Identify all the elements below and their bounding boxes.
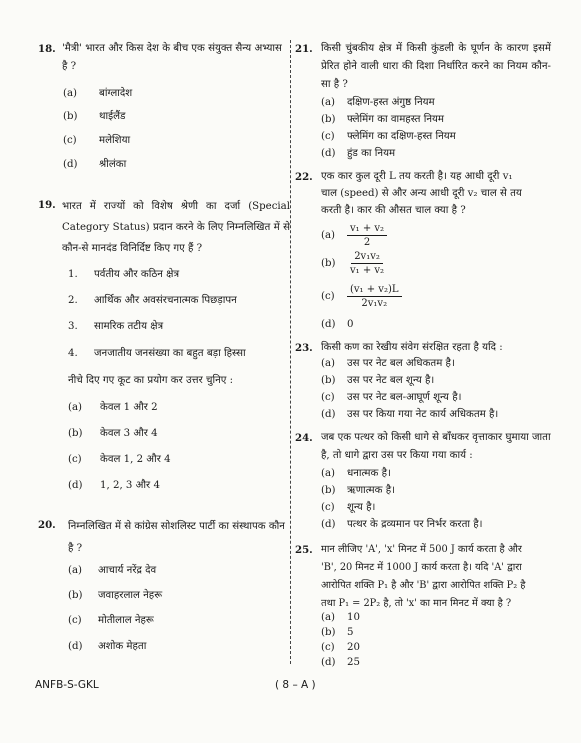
question-number: 19.	[38, 199, 56, 211]
option-text: श्रीलंका	[99, 159, 127, 170]
question-number: 23.	[295, 342, 313, 354]
statement-label: 2.	[68, 295, 78, 306]
option-label: (d)	[321, 148, 336, 159]
denominator: v₁ + v₂	[350, 265, 385, 276]
option-text: उस पर किया गया नेट कार्य अधिकतम है।	[347, 409, 499, 420]
option-label: (c)	[321, 131, 335, 142]
option-text: पत्थर के द्रव्यमान पर निर्भर करता है।	[347, 519, 483, 530]
option-label: (b)	[321, 114, 336, 125]
numerator: v₁ + v₂	[347, 222, 387, 236]
option-label: (b)	[321, 627, 336, 638]
option-text: दक्षिण-हस्त अंगुष्ठ नियम	[347, 97, 435, 108]
option-label: (d)	[63, 159, 78, 170]
option-label: (c)	[68, 454, 82, 465]
option-text: थाईलैंड	[99, 111, 126, 122]
question-text-line-3: आरोपित शक्ति P₁ है और 'B' द्वारा आरोपित शक्ति P₂ है	[321, 580, 526, 591]
question-number: 22.	[295, 171, 313, 183]
option-label: (c)	[321, 392, 335, 403]
option-label: (a)	[68, 565, 83, 576]
option-text: 10	[347, 612, 360, 623]
option-label: (c)	[321, 502, 335, 513]
option-label: (d)	[321, 319, 336, 330]
option-text: 20	[347, 642, 360, 653]
option-label: (a)	[321, 230, 336, 241]
option-text: अशोक मेहता	[98, 641, 147, 652]
question-number: 24.	[295, 432, 313, 444]
option-label: (b)	[68, 428, 83, 439]
statement-label: 4.	[68, 348, 78, 359]
option-label: (d)	[321, 657, 336, 668]
option-label: (a)	[63, 88, 78, 99]
question-text-line-4: तथा P₁ = 2P₂ है, तो 'x' का मान मिनट में क्या है ?	[321, 598, 512, 609]
statement-text: आर्थिक और अवसंरचनात्मक पिछड़ापन	[94, 295, 237, 306]
question-number: 21.	[295, 43, 313, 55]
option-label: (b)	[63, 111, 78, 122]
option-label: (d)	[68, 480, 83, 491]
numerator: (v₁ + v₂)L	[347, 283, 402, 297]
statement-text: पर्वतीय और कठिन क्षेत्र	[94, 269, 180, 280]
column-divider	[290, 40, 291, 664]
question-text: निम्नलिखित में से कांग्रेस सोशलिस्ट पार्टी का संस्थापक कौन है ?	[68, 521, 285, 554]
option-text: बांग्लादेश	[99, 88, 133, 99]
statement-text: जनजातीय जनसंख्या का बहुत बड़ा हिस्सा	[94, 348, 246, 359]
option-label: (a)	[321, 468, 336, 479]
question-text: भारत में राज्यों को विशेष श्रेणी का दर्जा (Special Category Status) प्रदान करने के लिए निम्नलिखित में से कौन-से मानदंड विनिर्दिष्ट किए गए हैं ?	[62, 201, 290, 254]
option-text: केवल 1, 2 और 4	[100, 454, 171, 465]
option-label: (b)	[321, 258, 336, 269]
option-text: 25	[347, 657, 360, 668]
option-label: (d)	[68, 641, 83, 652]
option-label: (b)	[321, 375, 336, 386]
option-text: केवल 3 और 4	[100, 428, 158, 439]
option-text: केवल 1 और 2	[100, 402, 158, 413]
question-number: 18.	[38, 43, 56, 55]
option-label: (a)	[321, 358, 336, 369]
denominator: 2	[363, 237, 371, 248]
instruction: नीचे दिए गए कूट का प्रयोग कर उत्तर चुनिए :	[68, 375, 234, 386]
question-text-line-3: करती है। कार की औसत चाल क्या है ?	[321, 205, 466, 216]
option-text: 1, 2, 3 और 4	[100, 480, 160, 491]
page-number: ( 8 – A )	[275, 679, 316, 691]
statement-label: 3.	[68, 321, 78, 332]
option-label: (c)	[68, 615, 82, 626]
question-text-line-1: एक कार कुल दूरी L तय करती है। यह आधी दूरी v₁	[321, 171, 513, 182]
option-text: मोतीलाल नेहरू	[98, 615, 154, 626]
option-text: धनात्मक है।	[347, 468, 391, 479]
question-number: 25.	[295, 544, 313, 556]
option-label: (c)	[321, 291, 335, 302]
option-text: 0	[347, 319, 354, 330]
option-label: (d)	[321, 519, 336, 530]
option-text: हुंड का नियम	[347, 148, 396, 159]
question-text: 'मैत्री' भारत और किस देश के बीच एक संयुक्त सैन्य अभ्यास है ?	[62, 43, 282, 72]
option-label: (a)	[321, 97, 336, 108]
question-number: 20.	[38, 519, 56, 531]
option-text: जवाहरलाल नेहरू	[98, 590, 163, 601]
option-text: फ्लेमिंग का वामहस्त नियम	[347, 114, 444, 125]
statement-label: 1.	[68, 269, 78, 280]
option-label: (a)	[321, 612, 336, 623]
option-text: उस पर नेट बल शून्य है।	[347, 375, 435, 386]
option-text: फ्लेमिंग का दक्षिण-हस्त नियम	[347, 131, 456, 142]
option-text: 5	[347, 627, 354, 638]
option-text: उस पर नेट बल अधिकतम है।	[347, 358, 455, 369]
booklet-code: ANFB-S-GKL	[35, 679, 99, 691]
numerator: 2v₁v₂	[351, 250, 383, 264]
option-label: (b)	[321, 485, 336, 496]
option-label: (a)	[68, 402, 83, 413]
option-text: मलेशिया	[99, 135, 131, 146]
option-label: (b)	[68, 590, 83, 601]
question-text: किसी कण का रेखीय संवेग संरक्षित रहता है यदि :	[321, 342, 503, 353]
fraction	[347, 250, 387, 277]
option-label: (c)	[321, 642, 335, 653]
option-label: (d)	[321, 409, 336, 420]
statement-text: सामरिक तटीय क्षेत्र	[94, 321, 164, 332]
question-text: किसी चुंबकीय क्षेत्र में किसी कुंडली के घूर्णन के कारण इसमें प्रेरित होने वाली धारा की दिशा निर्धारित करने का नियम कौन-सा है ?	[321, 43, 551, 90]
question-text: जब एक पत्थर को किसी धागे से बाँधकर वृत्ताकार घुमाया जाता है, तो धागे द्वारा उस पर किया गया कार्य :	[321, 432, 551, 461]
question-text-line-2: चाल (speed) से और अन्य आधी दूरी v₂ चाल से तय	[321, 188, 522, 199]
fraction	[347, 283, 402, 310]
question-text-line-2: 'B', 20 मिनट में 1000 J कार्य करता है। यदि 'A' द्वारा	[321, 562, 522, 573]
option-text: आचार्य नरेंद्र देव	[98, 565, 157, 576]
question-text-line-1: मान लीजिए 'A', 'x' मिनट में 500 J कार्य करता है और	[321, 544, 522, 555]
option-text: ऋणात्मक है।	[347, 485, 395, 496]
option-text: शून्य है।	[347, 502, 376, 513]
denominator: 2v₁v₂	[361, 298, 388, 309]
fraction	[347, 222, 387, 249]
option-label: (c)	[63, 135, 77, 146]
option-text: उस पर नेट बल-आघूर्ण शून्य है।	[347, 392, 462, 403]
